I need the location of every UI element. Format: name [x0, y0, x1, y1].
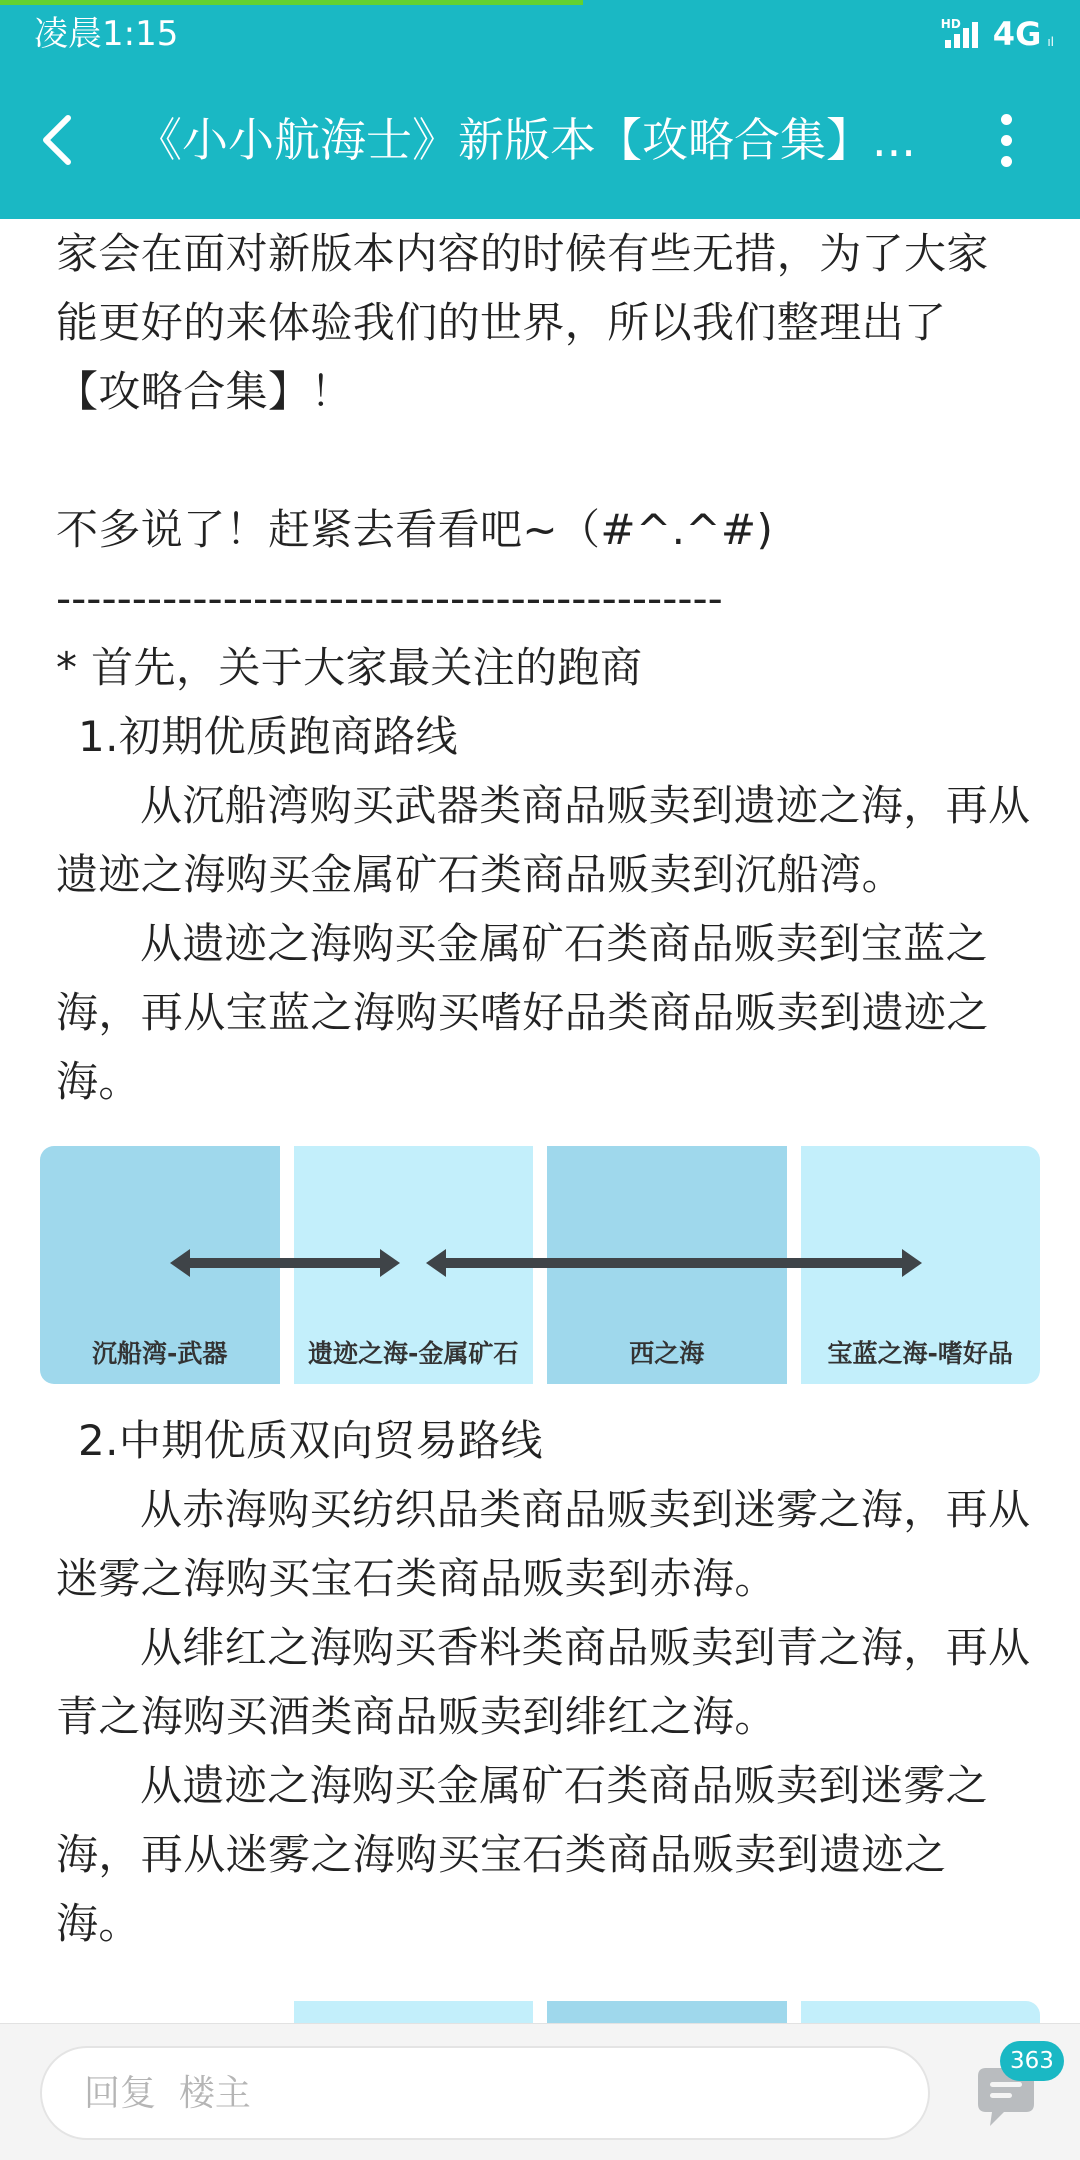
route-column-label: 沉船湾-武器	[92, 1339, 228, 1368]
double-arrow-icon	[170, 1249, 400, 1277]
route2-paragraph: 从遗迹之海购买金属矿石类商品贩卖到迷雾之	[140, 1761, 989, 1810]
route2-paragraph: 青之海购买酒类商品贩卖到绯红之海。	[56, 1692, 777, 1741]
trade-route-image[interactable]	[40, 1146, 1040, 1384]
divider-line: --------------------------------------------	[56, 574, 723, 623]
route-column	[40, 2001, 280, 2023]
signal-hd-label: HD	[940, 17, 961, 31]
reply-input[interactable]	[40, 2046, 930, 2140]
section-heading: * 首先，关于大家最关注的跑商	[56, 643, 643, 692]
post-text-top	[56, 219, 1036, 1116]
route-column	[547, 2001, 787, 2023]
page-title: 《小小航海士》新版本【攻略合集】...	[136, 113, 916, 167]
route-column-label: 西之海	[629, 1339, 705, 1368]
intro-line: 【攻略合集】！	[56, 367, 353, 416]
network-activity: ıl	[1047, 35, 1054, 49]
back-button[interactable]	[22, 104, 94, 176]
network-type: 4G	[992, 15, 1042, 53]
route2-paragraph: 海，再从迷雾之海购买宝石类商品贩卖到遗迹之	[56, 1830, 947, 1879]
route-column	[801, 2001, 1041, 2023]
route-column	[294, 2001, 534, 2023]
post-content[interactable]	[0, 219, 1080, 2023]
nav-bar	[0, 90, 1080, 190]
route2-paragraph: 从赤海购买纺织品类商品贩卖到迷雾之海，再从	[140, 1485, 1031, 1534]
route1-heading: 1.初期优质跑商路线	[78, 712, 459, 761]
route-column-label: 宝蓝之海-嗜好品	[827, 1339, 1013, 1368]
more-vertical-icon	[1001, 114, 1012, 125]
route2-heading: 2.中期优质双向贸易路线	[78, 1416, 543, 1465]
status-time: 凌晨1:15	[34, 14, 179, 54]
intro-line: 能更好的来体验我们的世界，所以我们整理出了	[56, 298, 947, 347]
reply-bar	[0, 2023, 1080, 2160]
greeting-text: 不多说了！赶紧去看看吧~（#^.^#)	[56, 505, 774, 554]
post-text-middle	[56, 1406, 1036, 1958]
route1-paragraph: 遗迹之海购买金属矿石类商品贩卖到沉船湾。	[56, 850, 905, 899]
route2-paragraph: 海。	[56, 1899, 141, 1948]
signal-icon	[941, 16, 987, 52]
route2-paragraph: 从绯红之海购买香料类商品贩卖到青之海，再从	[140, 1623, 1031, 1672]
more-options-button[interactable]	[984, 104, 1028, 176]
status-icons	[941, 12, 1054, 56]
trade-route-image[interactable]	[40, 2001, 1040, 2023]
comment-count-badge: 363	[1000, 2041, 1064, 2081]
page-load-progress	[0, 0, 583, 5]
double-arrow-icon	[426, 1249, 922, 1277]
route-column-label: 遗迹之海-金属矿石	[308, 1339, 519, 1368]
chevron-left-icon	[38, 114, 78, 166]
route1-paragraph: 海，再从宝蓝之海购买嗜好品类商品贩卖到遗迹之	[56, 988, 989, 1037]
route-arrows	[40, 1146, 1040, 1384]
route1-paragraph: 从遗迹之海购买金属矿石类商品贩卖到宝蓝之	[140, 919, 989, 968]
app-header	[0, 0, 1080, 219]
intro-line: 家会在面对新版本内容的时候有些无措，为了大家	[56, 229, 989, 278]
route1-paragraph: 海。	[56, 1057, 141, 1106]
route1-paragraph: 从沉船湾购买武器类商品贩卖到遗迹之海，再从	[140, 781, 1031, 830]
route2-paragraph: 迷雾之海购买宝石类商品贩卖到赤海。	[56, 1554, 777, 1603]
